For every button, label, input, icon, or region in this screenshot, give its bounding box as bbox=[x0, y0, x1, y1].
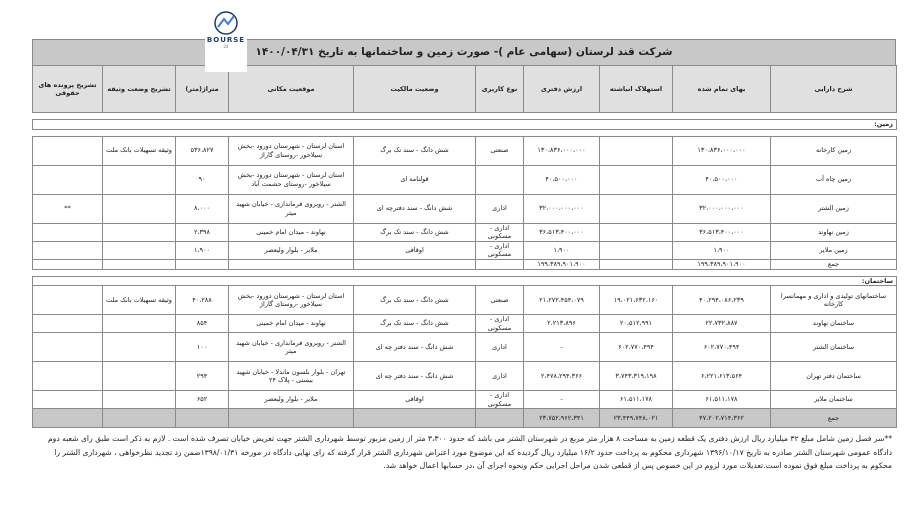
legal-cell bbox=[33, 362, 103, 391]
cost-cell: ۳۶،۵۱۳،۴۰۰،۰۰۰ bbox=[673, 223, 771, 241]
location-cell: استان لرستان - شهرستان دورود -بخش سیلاخور -روستای گاراژ bbox=[229, 286, 354, 315]
cost-cell: ۶۰۲،۷۷۰،۴۹۴ bbox=[673, 333, 771, 362]
legal-cell bbox=[33, 165, 103, 194]
location-cell: تهران - بلوار نلسون ماندلا - خیابان شهید بیستی - پلاک ۲۴ bbox=[229, 362, 354, 391]
spacer-row bbox=[33, 113, 897, 120]
ownership-cell: شش دانگ - سند تک برگ bbox=[354, 315, 476, 333]
table-row bbox=[33, 241, 897, 259]
table-row bbox=[33, 165, 897, 194]
depreciation-cell: ۳،۷۴۳،۳۱۹،۱۹۸ bbox=[600, 362, 673, 391]
cost-cell: ۳۲،۰۰۰،۰۰۰،۰۰۰ bbox=[673, 194, 771, 223]
total-cost: ۴۷،۲۰۲،۷۱۴،۳۶۲ bbox=[673, 409, 771, 428]
header-cell: متراژ(متر) bbox=[176, 66, 229, 113]
area-cell: ۲،۳۹۸ bbox=[176, 223, 229, 241]
cost-cell: ۱۳۰،۸۳۶،۰۰۰،۰۰۰ bbox=[673, 136, 771, 165]
ownership-cell: اوقافی bbox=[354, 241, 476, 259]
area-cell: ۹۰ bbox=[176, 165, 229, 194]
usage-cell bbox=[476, 165, 524, 194]
header-row bbox=[33, 66, 897, 113]
table-row bbox=[33, 362, 897, 391]
spacer-row bbox=[33, 129, 897, 136]
collateral-cell bbox=[103, 391, 176, 409]
asset-desc: ساختمان ملایر bbox=[771, 391, 897, 409]
bourse24-logo bbox=[205, 10, 247, 72]
collateral-cell: وثیقه تسهیلات بانک ملت bbox=[103, 286, 176, 315]
collateral-cell bbox=[103, 194, 176, 223]
collateral-cell: وثیقه تسهیلات بانک ملت bbox=[103, 136, 176, 165]
usage-cell: صنعتی bbox=[476, 286, 524, 315]
table-row bbox=[33, 194, 897, 223]
report-title: شرکت قند لرستان (سهامی عام )- صورت زمین و ساختمانها به تاریخ ۱۴۰۰/۰۴/۳۱ bbox=[32, 39, 896, 66]
header-cell: شرح دارایی bbox=[771, 66, 897, 113]
usage-cell: اداری - مسکونی bbox=[476, 315, 524, 333]
book-value-cell: ۱۳۰،۸۳۶،۰۰۰،۰۰۰ bbox=[524, 136, 600, 165]
cost-cell: ۱،۹۰۰ bbox=[673, 241, 771, 259]
usage-cell: صنعتی bbox=[476, 136, 524, 165]
usage-cell: اداری - مسکونی bbox=[476, 241, 524, 259]
collateral-cell bbox=[103, 165, 176, 194]
legal-cell bbox=[33, 136, 103, 165]
depreciation-cell bbox=[600, 165, 673, 194]
cost-cell: ۶،۲۲۱،۶۱۳،۵۶۴ bbox=[673, 362, 771, 391]
book-value-cell: - bbox=[524, 391, 600, 409]
section-buildings-label: ساختمان: bbox=[33, 276, 897, 286]
ownership-cell: شش دانگ - سند تک برگ bbox=[354, 286, 476, 315]
header-cell: ارزش دفتری bbox=[524, 66, 600, 113]
collateral-cell bbox=[103, 223, 176, 241]
total-label: جمع bbox=[771, 409, 897, 428]
header-cell: بهای تمام شده bbox=[673, 66, 771, 113]
legal-cell bbox=[33, 286, 103, 315]
cost-cell: ۴۰،۵۰۰،۰۰۰ bbox=[673, 165, 771, 194]
header-cell: نوع کاربری bbox=[476, 66, 524, 113]
location-cell: استان لرستان - شهرستان دورود -بخش سیلاخور -روستای حشمت آباد bbox=[229, 165, 354, 194]
area-cell: ۱،۹۰۰ bbox=[176, 241, 229, 259]
footnote: **سر فصل زمین شامل مبلغ ۳۲ میلیارد ریال ارزش دفتری یک قطعه زمین به مساحت ۸ هزار متر مربع در شهرستان الشتر می باشد که حدود ۳،۳۰۰ متر از زمین مزبور توسط شهرداری الشتر جهت تعریض خیابان تصرف شده است . لازم به ذکر است طبق رای شعبه دوم دادگاه عمومی شهرستان الشتر صادره به تاریخ ۱۳۹۶/۱۰/۱۷ شهرداری محکوم به پرداخت حدود ۱۶/۲ میلیارد ریال گردیده که این موضوع مورد اعتراض شهرداری الشتر قرار گرفته که رای نهایی دادگاه در مورخه ۱۳۹۸/۰۱/۳۱ضمن رد تجدید نظرخواهی ، شهرداری الشتر را محکوم به پرداخت مبلغ فوق نموده است.تعدیلات مورد لزوم در این خصوص پس از قطعی شدن مراحل اجرایی حکم ونحوه اجرای آن ،در حسابها اعمال خواهد شد. bbox=[47, 434, 892, 470]
usage-cell: اداری bbox=[476, 362, 524, 391]
header-cell: تشریح پرونده های حقوقی bbox=[33, 66, 103, 113]
location-cell: نهاوند - میدان امام خمینی bbox=[229, 315, 354, 333]
legal-cell bbox=[33, 333, 103, 362]
book-value-cell: - bbox=[524, 333, 600, 362]
asset-desc: ساختمان نهاوند bbox=[771, 315, 897, 333]
area-cell: ۸،۰۰۰ bbox=[176, 194, 229, 223]
total-depreciation: ۲۳،۴۴۹،۷۴۸،۰۲۱ bbox=[600, 409, 673, 428]
land-buildings-table bbox=[32, 65, 897, 428]
total-label: جمع bbox=[771, 259, 897, 269]
usage-cell: اداری bbox=[476, 333, 524, 362]
usage-cell: اداری - مسکونی bbox=[476, 223, 524, 241]
ownership-cell: اوقافی bbox=[354, 391, 476, 409]
legal-cell: ** bbox=[33, 194, 103, 223]
legal-cell bbox=[33, 315, 103, 333]
usage-cell: اداری - مسکونی bbox=[476, 391, 524, 409]
location-cell: ملایر - بلوار ولیعصر bbox=[229, 241, 354, 259]
table-row bbox=[33, 315, 897, 333]
area-cell: ۴۰،۲۸۸ bbox=[176, 286, 229, 315]
cost-cell: ۴۰،۲۹۴،۰۸۶،۲۳۹ bbox=[673, 286, 771, 315]
area-cell: ۸۵۴ bbox=[176, 315, 229, 333]
asset-desc: زمین کارخانه bbox=[771, 136, 897, 165]
book-value-cell: ۳۶،۵۱۳،۴۰۰،۰۰۰ bbox=[524, 223, 600, 241]
collateral-cell bbox=[103, 333, 176, 362]
location-cell: استان لرستان - شهرستان دورود -بخش سیلاخور -روستای گاراژ bbox=[229, 136, 354, 165]
spacer-row bbox=[33, 269, 897, 276]
asset-desc: زمین الشتر bbox=[771, 194, 897, 223]
header-cell: تشریح وضعت وثیقه bbox=[103, 66, 176, 113]
ownership-cell: شش دانگ - سند تک برگ bbox=[354, 136, 476, 165]
header-cell: وضعیت مالکیت bbox=[354, 66, 476, 113]
logo-text: BOURSE bbox=[206, 36, 246, 44]
area-cell: ۱۰۰ bbox=[176, 333, 229, 362]
location-cell: ملایر - بلوار ولیعصر bbox=[229, 391, 354, 409]
ownership-cell: شش دانگ - سند دفتر چه ای bbox=[354, 362, 476, 391]
buildings-total-row bbox=[33, 409, 897, 428]
book-value-cell: ۲،۲۱۳،۸۹۶ bbox=[524, 315, 600, 333]
header-cell: موقعیت مکانی bbox=[229, 66, 354, 113]
header-cell: استهلاک انباشته bbox=[600, 66, 673, 113]
depreciation-cell: ۲۰،۵۱۲،۹۹۱ bbox=[600, 315, 673, 333]
asset-desc: زمین چاه آب bbox=[771, 165, 897, 194]
total-book-value: ۲۳،۷۵۲،۹۶۲،۳۴۱ bbox=[524, 409, 600, 428]
book-value-cell: ۴۰،۵۰۰،۰۰۰ bbox=[524, 165, 600, 194]
legal-cell bbox=[33, 391, 103, 409]
table-row bbox=[33, 136, 897, 165]
area-cell: ۵۳۶،۸۲۷ bbox=[176, 136, 229, 165]
table-row bbox=[33, 286, 897, 315]
table-row bbox=[33, 391, 897, 409]
asset-desc: زمین ملایر bbox=[771, 241, 897, 259]
cost-cell: ۲۲،۷۳۲،۸۸۷ bbox=[673, 315, 771, 333]
legal-cell bbox=[33, 223, 103, 241]
depreciation-cell bbox=[600, 136, 673, 165]
depreciation-cell bbox=[600, 223, 673, 241]
legal-cell bbox=[33, 241, 103, 259]
depreciation-cell bbox=[600, 194, 673, 223]
book-value-cell: ۲۱،۲۷۲،۴۵۴،۰۷۹ bbox=[524, 286, 600, 315]
asset-desc: ساختمان دفتر تهران bbox=[771, 362, 897, 391]
ownership-cell: شش دانگ - سند دفتر چه ای bbox=[354, 333, 476, 362]
ownership-cell: شش دانگ - سند دفترچه ای bbox=[354, 194, 476, 223]
book-value-cell: ۳۲،۰۰۰،۰۰۰،۰۰۰ bbox=[524, 194, 600, 223]
depreciation-cell: ۶۱،۵۱۱،۱۷۸ bbox=[600, 391, 673, 409]
book-value-cell: ۲،۴۷۸،۲۹۴،۳۶۶ bbox=[524, 362, 600, 391]
location-cell: نهاوند - میدان امام خمینی bbox=[229, 223, 354, 241]
collateral-cell bbox=[103, 362, 176, 391]
book-value-cell: ۱،۹۰۰ bbox=[524, 241, 600, 259]
depreciation-cell: ۶۰۲،۷۷۰،۴۹۴ bbox=[600, 333, 673, 362]
table-row bbox=[33, 333, 897, 362]
location-cell: الشتر - روبروی فرمانداری - خیابان شهید میثر bbox=[229, 194, 354, 223]
area-cell: ۶۵۲ bbox=[176, 391, 229, 409]
depreciation-cell bbox=[600, 241, 673, 259]
asset-desc: زمین نهاوند bbox=[771, 223, 897, 241]
total-book-value: ۱۹۹،۳۸۹،۹۰۱،۹۰۰ bbox=[524, 259, 600, 269]
asset-desc: ساختمانهای تولیدی و اداری و مهمانسرا کارخانه bbox=[771, 286, 897, 315]
area-cell: ۲۹۴ bbox=[176, 362, 229, 391]
asset-desc: ساختمان الشتر bbox=[771, 333, 897, 362]
depreciation-cell: ۱۹،۰۲۱،۶۳۲،۱۶۰ bbox=[600, 286, 673, 315]
logo-emblem-icon bbox=[213, 10, 239, 36]
section-land-label: زمین: bbox=[33, 120, 897, 130]
table-row bbox=[33, 223, 897, 241]
usage-cell: اداری bbox=[476, 194, 524, 223]
land-total-row bbox=[33, 259, 897, 269]
collateral-cell bbox=[103, 241, 176, 259]
ownership-cell: شش دانگ - سند تک برگ bbox=[354, 223, 476, 241]
location-cell: الشتر - روبروی فرمانداری - خیابان شهید میثر bbox=[229, 333, 354, 362]
cost-cell: ۶۱،۵۱۱،۱۷۸ bbox=[673, 391, 771, 409]
ownership-cell: قولنامه ای bbox=[354, 165, 476, 194]
logo-subtext: 24 bbox=[223, 44, 229, 49]
total-cost: ۱۹۹،۳۸۹،۹۰۱،۹۰۰ bbox=[673, 259, 771, 269]
collateral-cell bbox=[103, 315, 176, 333]
